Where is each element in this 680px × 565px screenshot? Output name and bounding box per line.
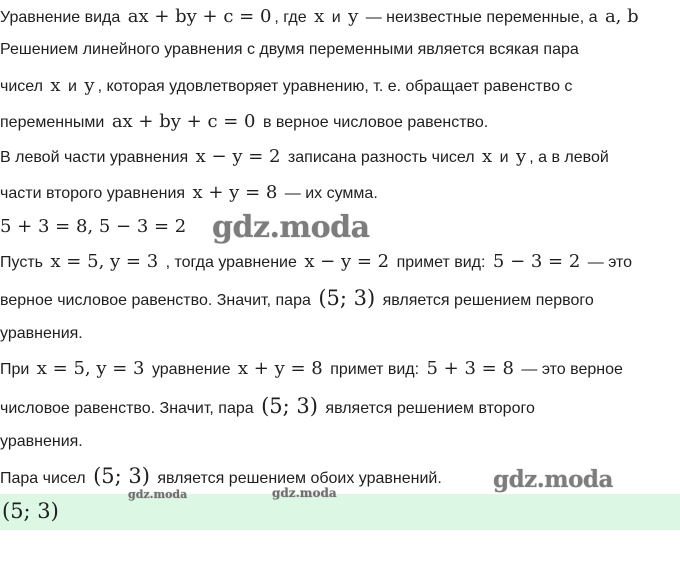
math-formula: ax + by + c = 0 bbox=[127, 6, 272, 27]
math-variable: y bbox=[516, 146, 527, 167]
text-line-11 bbox=[0, 359, 623, 380]
text-segment: — это bbox=[583, 254, 633, 271]
text-segment: , где bbox=[274, 9, 312, 26]
watermark: gdz.moda bbox=[128, 488, 188, 501]
text-line-7 bbox=[0, 217, 189, 238]
text-segment: — их сумма. bbox=[280, 185, 378, 202]
text-line-9 bbox=[0, 288, 594, 311]
math-pair: (5; 3) bbox=[261, 394, 318, 418]
text-segment: и bbox=[327, 9, 346, 26]
math-variable: x bbox=[314, 6, 325, 27]
text-line-13 bbox=[0, 432, 83, 452]
math-formula: ax + by + c = 0 bbox=[111, 111, 256, 132]
text-segment: чисел bbox=[0, 78, 48, 95]
text-segment: уравнения. bbox=[0, 433, 83, 450]
math-formula: x + y = 8 bbox=[192, 182, 278, 203]
text-line-2 bbox=[0, 40, 579, 60]
math-variable: y bbox=[348, 6, 359, 27]
text-segment: в верное числовое равенство. bbox=[258, 114, 489, 131]
text-segment: , тогда уравнение bbox=[161, 254, 302, 271]
text-line-5 bbox=[0, 147, 609, 168]
text-line-4 bbox=[0, 112, 488, 133]
text-segment: В левой части уравнения bbox=[0, 149, 193, 166]
text-segment: Уравнение вида bbox=[0, 9, 125, 26]
answer-value: (5; 3) bbox=[2, 499, 59, 523]
text-segment: Решением линейного уравнения с двумя переменными является всякая пара bbox=[0, 41, 579, 58]
text-segment: , а в левой bbox=[529, 149, 609, 166]
math-formula: 5 − 3 = 2 bbox=[492, 251, 581, 272]
text-segment: переменными bbox=[0, 114, 109, 131]
text-segment: является решением обоих уравнений. bbox=[152, 470, 442, 487]
text-line-6 bbox=[0, 183, 378, 204]
text-segment: является решением первого bbox=[378, 292, 594, 309]
answer-box bbox=[0, 494, 680, 530]
text-segment: При bbox=[0, 361, 34, 378]
math-formula: x − y = 2 bbox=[195, 146, 281, 167]
text-segment: , которая удовлетворяет уравнению, т. е. обращает равенство с bbox=[97, 78, 573, 95]
text-segment: части второго уравнения bbox=[0, 185, 190, 202]
watermark: gdz.moda bbox=[272, 486, 337, 500]
math-formula: 5 + 3 = 8 bbox=[426, 358, 514, 379]
watermark: gdz.moda bbox=[212, 210, 370, 245]
text-line-3 bbox=[0, 76, 572, 97]
text-line-10 bbox=[0, 324, 83, 344]
math-pair: (5; 3) bbox=[93, 464, 150, 488]
text-segment: примет вид: bbox=[325, 361, 424, 378]
math-formula: x = 5, y = 3 bbox=[50, 251, 159, 272]
text-segment: записана разность чисел bbox=[283, 149, 480, 166]
math-formula: x + y = 8 bbox=[237, 358, 323, 379]
math-formula: 5 + 3 = 8, 5 − 3 = 2 bbox=[0, 216, 187, 237]
math-formula: x − y = 2 bbox=[304, 251, 390, 272]
math-variable: a, b bbox=[604, 6, 639, 27]
text-segment: Пусть bbox=[0, 254, 48, 271]
text-segment: Пара чисел bbox=[0, 470, 91, 487]
text-line-8 bbox=[0, 252, 632, 273]
text-segment: верное числовое равенство. Значит, пара bbox=[0, 292, 316, 309]
text-segment: — неизвестные переменные, а bbox=[361, 9, 602, 26]
text-segment: — это верное bbox=[516, 361, 623, 378]
math-variable: x bbox=[50, 75, 61, 96]
text-segment: уравнения. bbox=[0, 325, 83, 342]
math-variable: y bbox=[84, 75, 95, 96]
math-pair: (5; 3) bbox=[318, 286, 376, 310]
text-segment: примет вид: bbox=[392, 254, 490, 271]
text-segment: является решением второго bbox=[320, 400, 535, 417]
text-segment: уравнение bbox=[147, 361, 235, 378]
math-variable: x bbox=[482, 146, 493, 167]
text-line-1 bbox=[0, 7, 642, 28]
text-line-12 bbox=[0, 396, 535, 419]
watermark: gdz.moda bbox=[493, 466, 613, 493]
text-line-14 bbox=[0, 466, 442, 489]
text-segment: и bbox=[495, 149, 514, 166]
text-segment: и bbox=[63, 78, 82, 95]
text-segment: числовое равенство. Значит, пара bbox=[0, 400, 259, 417]
math-formula: x = 5, y = 3 bbox=[36, 358, 145, 379]
